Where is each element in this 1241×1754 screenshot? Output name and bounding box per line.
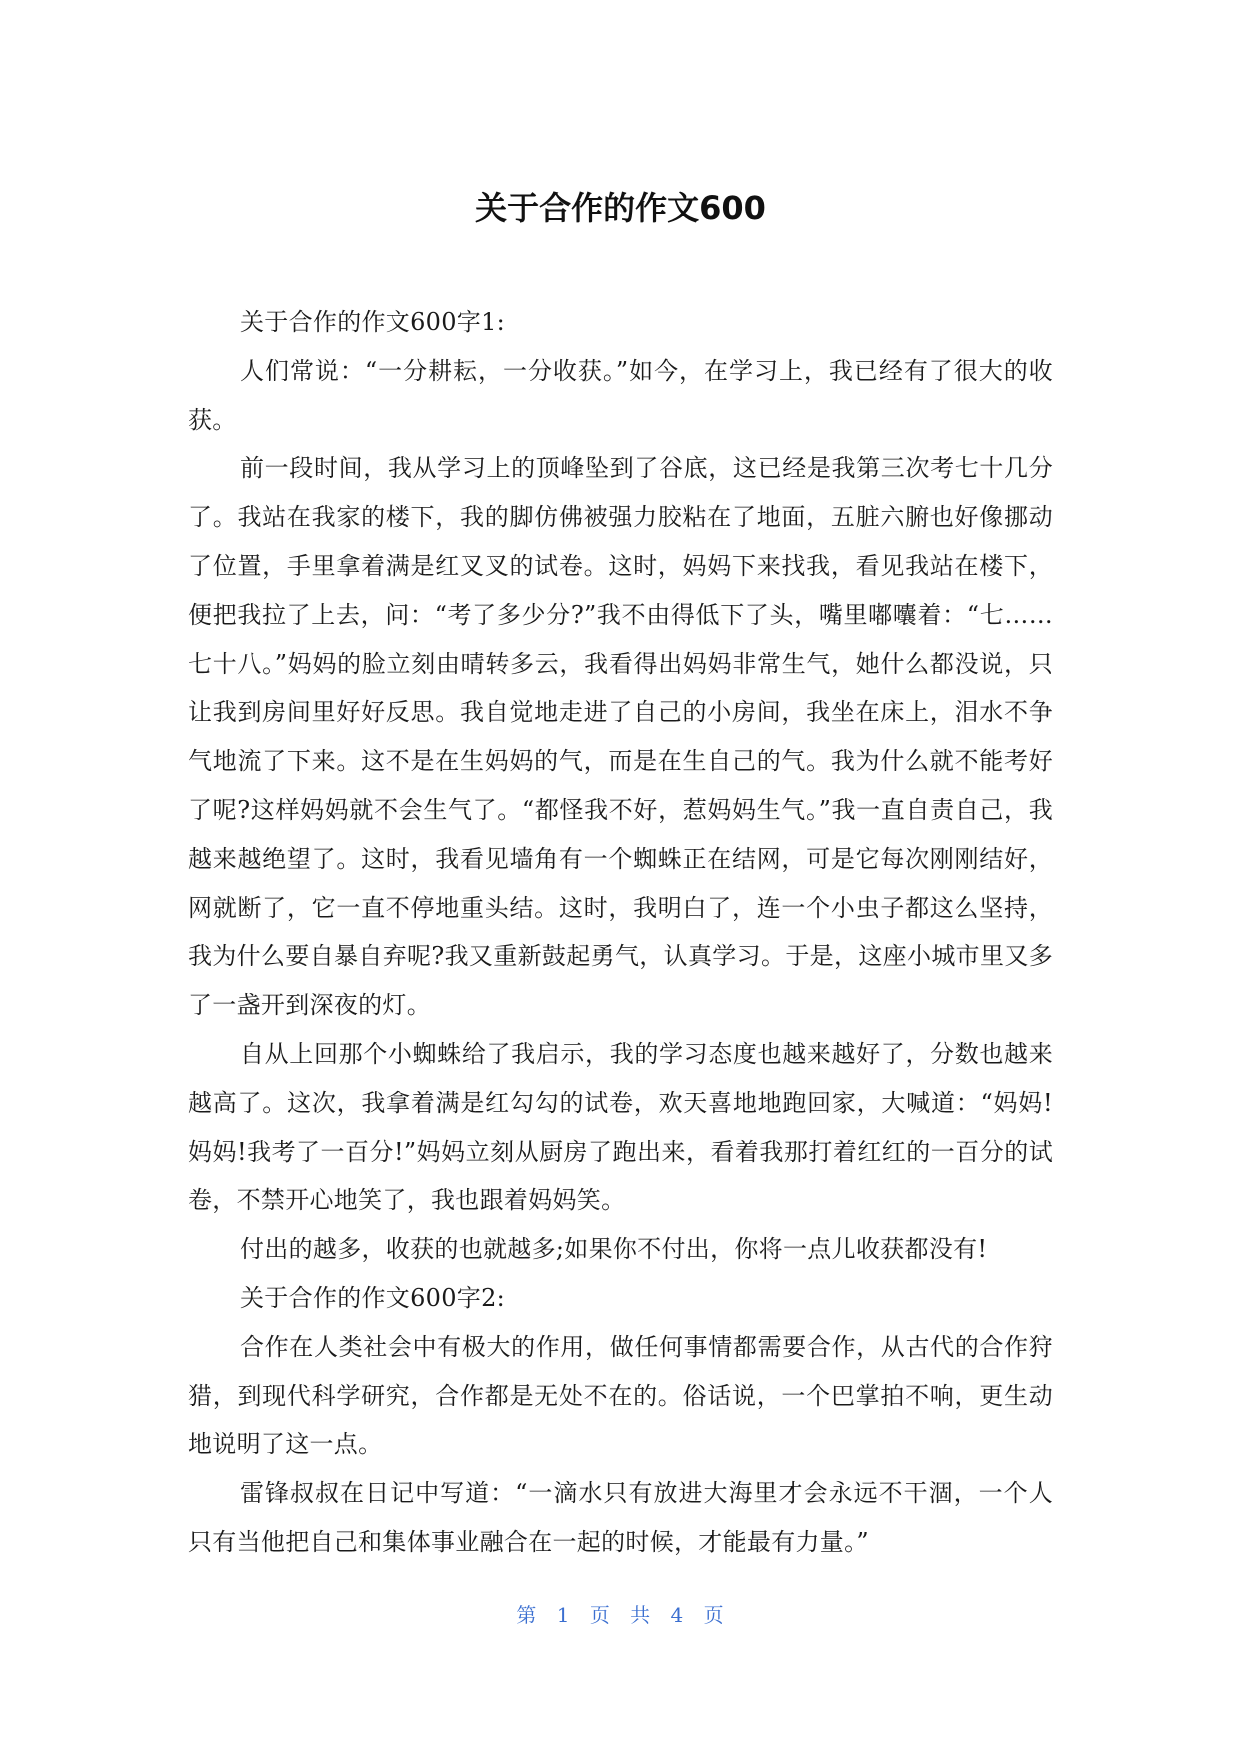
paragraph: 关于合作的作文600字1:	[240, 308, 506, 336]
paragraph: 关于合作的作文600字2:	[240, 1283, 506, 1312]
paragraph: 人们常说：“一分耕耘，一分收获。”如今，在学习上，我已经有了很大的收获。	[188, 356, 1053, 434]
paragraph: 前一段时间，我从学习上的顶峰坠到了谷底，这已经是我第三次考七十几分了。我站在我家的楼下，我的脚仿佛被强力胶粘在了地面，五脏六腑也好像挪动了位置，手里拿着满是红叉叉的试卷。这时，妈妈下来找我，看见我站在楼下，便把我拉了上去，问：“考了多少分?”我不由得低下了头，嘴里嘟囔着：“七……七十八。”妈妈的脸立刻由晴转多云，我看得出妈妈非常生气，她什么都没说，只让我到房间里好好反思。我自觉地走进了自己的小房间，我坐在床上，泪水不争气地流了下来。这不是在生妈妈的气，而是在生自己的气。我为什么就不能考好了呢?这样妈妈就不会生气了。“都怪我不好，惹妈妈生气。”我一直自责自己，我越来越绝望了。这时，我看见墙角有一个蜘蛛正在结网，可是它每次刚刚结好，网就断了，它一直不停地重头结。这时，我明白了，连一个小虫子都这么坚持，我为什么要自暴自弃呢?我又重新鼓起勇气，认真学习。于是，这座小城市里又多了一盏开到深夜的灯。	[188, 454, 1053, 1020]
document-body	[188, 298, 1053, 1567]
paragraph: 自从上回那个小蜘蛛给了我启示，我的学习态度也越来越好了，分数也越来越高了。这次，我拿着满是红勾勾的试卷，欢天喜地地跑回家，大喊道：“妈妈!妈妈!我考了一百分!”妈妈立刻从厨房了跑出来，看着我那打着红红的一百分的试卷，不禁开心地笑了，我也跟着妈妈笑。	[188, 1039, 1053, 1215]
document-title: 关于合作的作文600	[475, 189, 766, 227]
paragraph: 付出的越多，收获的也就越多;如果你不付出，你将一点儿收获都没有!	[240, 1235, 988, 1264]
paragraph: 合作在人类社会中有极大的作用，做任何事情都需要合作，从古代的合作狩猎，到现代科学研究，合作都是无处不在的。俗话说，一个巴掌拍不响，更生动地说明了这一点。	[188, 1332, 1053, 1459]
page-number-footer: 第 1 页 共 4 页	[516, 1603, 725, 1627]
paragraph: 雷锋叔叔在日记中写道：“一滴水只有放进大海里才会永远不干涸，一个人只有当他把自己和集体事业融合在一起的时候，才能最有力量。”	[188, 1479, 1053, 1556]
